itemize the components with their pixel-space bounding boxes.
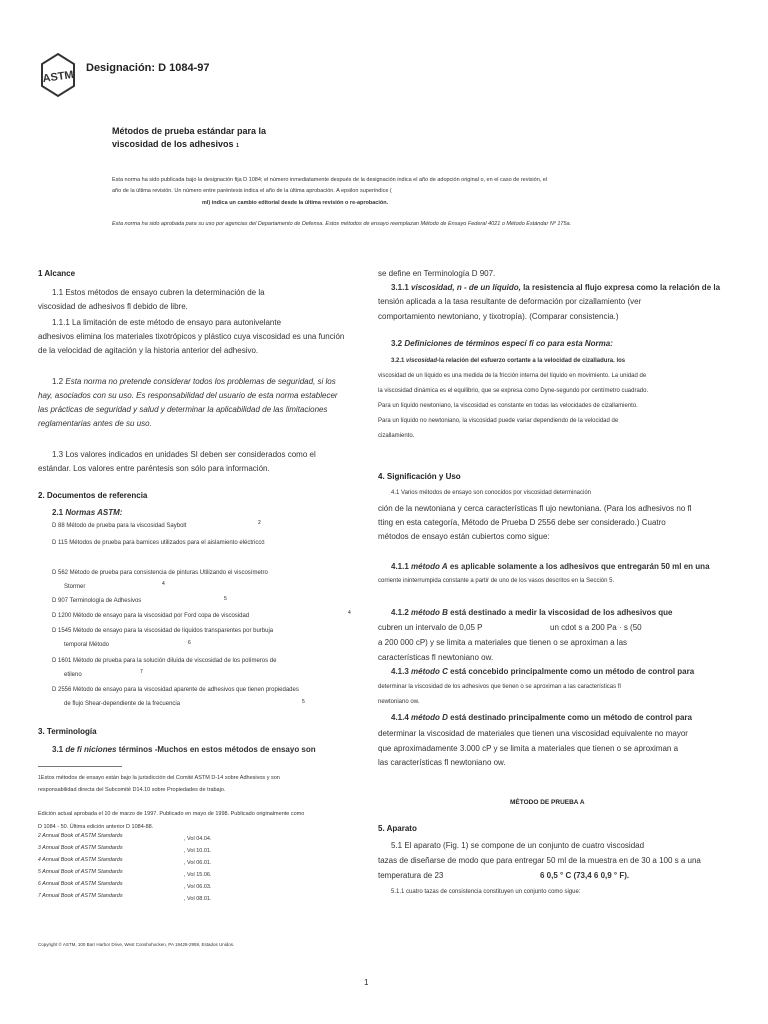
para-1-1-1-end: de la velocidad de agitación y la historia anterior del adhesivo.	[38, 346, 259, 355]
intro-line-2: año de la última revisión. Un número entre paréntesis indica el año de la última aprobación. A epsilon superíndice (	[112, 188, 392, 194]
ref-d562-footnote: 4	[162, 581, 165, 587]
intro-approval: Esta norma ha sido aprobada para su uso por agencias del Departamento de Defensa. Estos métodos de ensayo reemplazan Método de Ensayo Federal 4021 o Método Estándar Nº 175a.	[112, 221, 572, 227]
footnote-book-6-vol: , Vol 06.03.	[184, 884, 212, 890]
para-5-1-l3a: temperatura de 23	[378, 871, 444, 880]
footnote-book-3-vol: , Vol 10.01.	[184, 848, 212, 854]
para-5-1-l3b: 6 0,5 ° C (73,4 6 0,9 ° F).	[540, 871, 630, 880]
footnote-book-7: 7 Annual Book of ASTM Standards	[38, 893, 123, 899]
def-3-2-1-l6: cizallamiento.	[378, 433, 415, 439]
footnote-book-2-vol: , Vol 04.04.	[184, 836, 212, 842]
ref-d1601-footnote: 7	[140, 669, 143, 675]
copyright: Copyright © ASTM, 100 Barr Harbor Drive, West Conshohocken, PA 19428-2959, Estados Unidos.	[38, 942, 235, 947]
title-line-1: Métodos de prueba estándar para la	[112, 126, 267, 136]
para-4-1-l3: tting en esta categoría, Método de Prueba D 2556 debe ser considerado.) Cuatro	[378, 518, 666, 527]
para-1-3: 1.3 Los valores indicados en unidades SI deben ser considerados como el	[52, 450, 316, 459]
method-a-heading: MÉTODO DE PRUEBA A	[510, 799, 585, 806]
para-5-1-l2: tazas de diseñarse de modo que para entregar 50 ml de la muestra en de 30 a 100 s a una	[378, 856, 701, 865]
section-3-heading: 3. Terminología	[38, 727, 97, 736]
para-3-1: 3.1 de fi niciones términos -Muchos en estos métodos de ensayo son	[52, 745, 316, 754]
footnote-book-7-vol: , Vol 08.01.	[184, 896, 212, 902]
footnote-book-3: 3 Annual Book of ASTM Standards	[38, 845, 123, 851]
section-4-heading: 4. Significación y Uso	[378, 472, 461, 481]
ref-d1601: D 1601 Método de prueba para la solución diluida de viscosidad de los polímeros de	[52, 658, 277, 664]
footnote-book-5-vol: , Vol 15.06.	[184, 872, 212, 878]
ref-d1545-footnote: 6	[188, 640, 191, 646]
def-3-2-1-l2: viscosidad de un líquido es una medida de la fricción interna del líquido en movimiento. La unidad de	[378, 373, 647, 379]
right-line-1: se define en Terminología D 907.	[378, 269, 496, 278]
ref-d562-cont: Stormer	[64, 584, 86, 590]
def-3-2-1-l3: la viscosidad dinámica es el equilibrio, que se expresa como Dyne-segundo por centímetro cuadrado.	[378, 388, 649, 394]
ref-d115: D 115 Métodos de prueba para barnices utilizados para el aislamiento eléctrico3	[52, 540, 265, 546]
def-3-1-1-end: comportamiento newtoniano, y tixotropía). (Comparar consistencia.)	[378, 312, 619, 321]
para-4-1-l4: métodos de ensayo están cubiertos como sigue:	[378, 532, 550, 541]
ref-d88: D 88 Método de prueba para la viscosidad Saybolt	[52, 523, 187, 529]
footnote-book-2: 2 Annual Book of ASTM Standards	[38, 833, 123, 839]
para-1-2-cont: hay, asociados con su uso. Es responsabilidad del usuario de esta norma establecer	[38, 391, 338, 400]
footnote-book-4-vol: , Vol 06.01.	[184, 860, 212, 866]
def-3-2-1-l5: Para un líquido no newtoniano, la viscosidad puede variar dependiendo de la velocidad de	[378, 418, 619, 424]
para-5-1: 5.1 El aparato (Fig. 1) se compone de un conjunto de cuatro viscosidad	[391, 841, 645, 850]
def-3-2-1-l4: Para un líquido newtoniano, la viscosidad es constante en todas las velocidades de cizallamiento.	[378, 403, 638, 409]
para-4-1-4: 4.1.4 método D está destinado principalmente como un método de control para	[391, 713, 692, 722]
footnote-divider	[38, 766, 122, 767]
para-4-1: 4.1 Varios métodos de ensayo son conocidos por viscosidad determinación	[391, 490, 592, 496]
para-4-1-2: 4.1.2 método B está destinado a medir la viscosidad de los adhesivos que	[391, 608, 673, 617]
para-4-1-3-l3: newtoniano ow.	[378, 699, 420, 705]
ref-d1545-cont: temporal Método	[64, 642, 110, 648]
ref-d1545: D 1545 Método de ensayo para la viscosidad de líquidos transparentes por burbuja	[52, 628, 274, 634]
ref-d88-footnote: 2	[258, 520, 261, 526]
para-1-2-cont2: las prácticas de seguridad y salud y determinar la aplicabilidad de las limitaciones	[38, 405, 328, 414]
para-4-1-l2: ción de la newtoniana y cerca características fl ujo newtoniana. (Para los adhesivos no fl	[378, 504, 692, 513]
para-4-1-1: 4.1.1 método A es aplicable solamente a los adhesivos que entregarán 50 ml en una	[391, 562, 710, 571]
para-1-2-end: reglamentarias antes de su uso.	[38, 419, 152, 428]
ref-d1200-footnote: 4	[348, 610, 351, 616]
footnote-1-line-4: D 1084 - 50. Última edición anterior D 1084-88.	[38, 824, 154, 830]
intro-line-1: Esta norma ha sido publicada bajo la designación fija D 1084; el número inmediatamente después de la designación indica el año de adopción original o, en el caso de revisión, el	[112, 177, 548, 183]
footnote-1-line-2: responsabilidad directa del Subcomité D14.10 sobre Propiedades de trabajo.	[38, 787, 226, 793]
ref-d907: D 907 Terminología de Adhesivos	[52, 598, 142, 604]
footnote-book-4: 4 Annual Book of ASTM Standards	[38, 857, 123, 863]
para-4-1-2-l4: características fl newtoniano ow.	[378, 653, 494, 662]
para-1-2: 1.2 Esta norma no pretende considerar todos los problemas de seguridad, si los	[52, 377, 336, 386]
def-3-2: 3.2 Definiciones de términos especí fi co para esta Norma:	[391, 339, 613, 348]
para-4-1-3-l2: determinar la viscosidad de los adhesivos que tienen o se aproximan a las características fl	[378, 684, 621, 690]
para-1-1: 1.1 Estos métodos de ensayo cubren la determinación de la	[52, 288, 265, 297]
def-3-2-1: 3.2.1 viscosidad-la relación del esfuerzo cortante a la velocidad de cizalladura. los	[391, 358, 626, 364]
para-2-1: 2.1 Normas ASTM:	[52, 508, 123, 517]
ref-d2556-footnote: 5	[302, 699, 305, 705]
svg-text:ASTM: ASTM	[41, 68, 75, 86]
para-4-1-4-l3: que aproximadamente 3.000 cP y se limita a materiales que tienen o se aproximan a	[378, 744, 679, 753]
ref-d2556: D 2556 Método de ensayo para la viscosidad aparente de adhesivos que tienen propiedades	[52, 687, 299, 693]
footnote-1-line-3: Edición actual aprobada el 10 de marzo de 1997. Publicado en mayo de 1998. Publicado originalmente como	[38, 811, 305, 817]
footnote-1-line-1: 1Estos métodos de ensayo están bajo la jurisdicción del Comité ASTM D-14 sobre Adhesivos y son	[38, 775, 280, 781]
para-4-1-1-cont: corriente ininterrumpida constante a partir de uno de los vasos descritos en la Sección 5.	[378, 578, 615, 584]
para-1-3-cont: estándar. Los valores entre paréntesis son sólo para información.	[38, 464, 270, 473]
para-1-1-1: 1.1.1 La limitación de este método de ensayo para autonivelante	[52, 318, 282, 327]
para-1-1-cont: viscosidad de adhesivos fl debido de libre.	[38, 302, 188, 311]
para-4-1-4-l4: las características fl newtoniano ow.	[378, 758, 506, 767]
title-line-2: viscosidad de los adhesivos 1	[112, 139, 239, 149]
para-4-1-3: 4.1.3 método C está concebido principalmente como un método de control para	[391, 667, 695, 676]
def-3-1-1: 3.1.1 viscosidad, n - de un líquido, la resistencia al flujo expresa como la relación de la	[391, 283, 721, 292]
page-number: 1	[364, 978, 369, 987]
para-4-1-2-l2b: un cdot s a 200 Pa · s (50	[550, 623, 642, 632]
para-1-1-1-cont: adhesivos elimina los materiales tixotrópicos y plástico cuya viscosidad es una función	[38, 332, 345, 341]
footnote-book-6: 6 Annual Book of ASTM Standards	[38, 881, 123, 887]
section-5-heading: 5. Aparato	[378, 824, 417, 833]
astm-logo-icon	[38, 52, 78, 98]
para-4-1-4-l2: determinar la viscosidad de materiales que tienen una viscosidad equivalente no mayor	[378, 729, 688, 738]
ref-d2556-cont: de flujo Shear-dependiente de la frecuencia	[64, 701, 181, 707]
ref-d907-footnote: 5	[224, 596, 227, 602]
ref-d1200: D 1200 Método de ensayo para la viscosidad por Ford copa de viscosidad	[52, 613, 250, 619]
footnote-book-5: 5 Annual Book of ASTM Standards	[38, 869, 123, 875]
para-4-1-2-l3: a 200 000 cP) y se limita a materiales que tienen o se aproximan a las	[378, 638, 628, 647]
para-4-1-2-l2a: cubren un intervalo de 0,05 P	[378, 623, 483, 632]
designation: Designación: D 1084-97	[86, 62, 210, 74]
ref-d1601-cont: etileno	[64, 672, 82, 678]
para-5-1-1: 5.1.1 cuatro tazas de consistencia constituyen un conjunto como sigue:	[391, 889, 581, 895]
section-1-heading: 1 Alcance	[38, 269, 76, 278]
intro-line-3: ml) indica un cambio editorial desde la última revisión o re-aprobación.	[202, 200, 389, 206]
section-2-heading: 2. Documentos de referencia	[38, 491, 148, 500]
ref-d562: D 562 Método de prueba para consistencia de pinturas Utilizando el viscosímetro	[52, 570, 268, 576]
def-3-1-1-cont: tensión aplicada a la tasa resultante de deformación por cizallamiento (ver	[378, 297, 642, 306]
